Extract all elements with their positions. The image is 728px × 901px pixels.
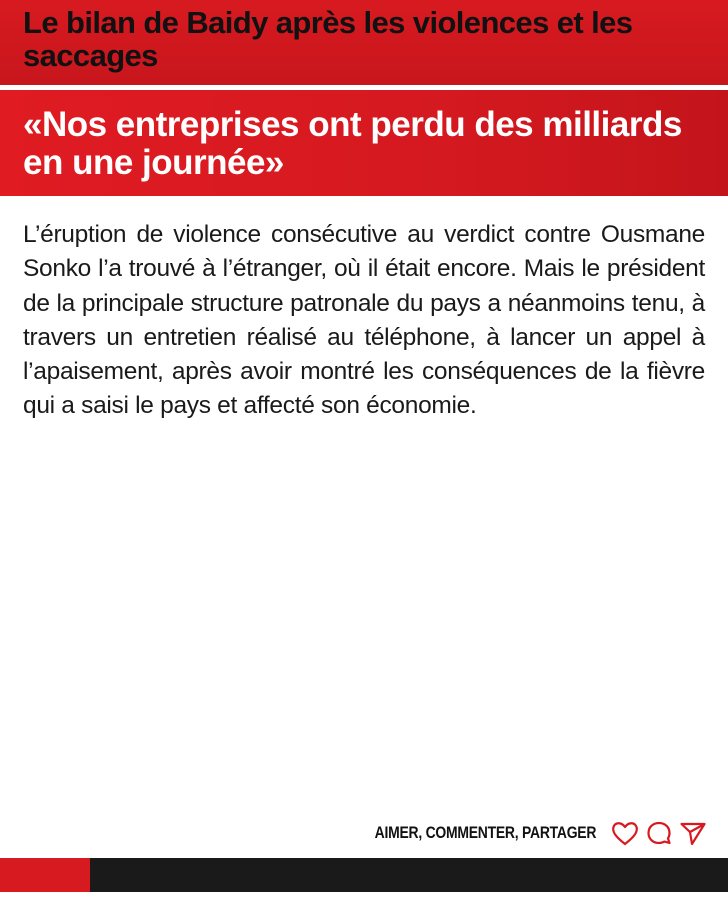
bottom-band-black xyxy=(90,858,728,892)
headline-banner xyxy=(0,90,728,196)
bottom-band xyxy=(0,858,728,892)
article-body: L’éruption de violence consécutive au verdict contre Ousmane Sonko l’a trouvé à l’étranger, où il était encore. Mais le président de la principale structure patronale du pays a néanmoins tenu, à travers un entretien réalisé au téléphone, à lancer un appel à l’apaisement, après avoir montré les conséquences de la fièvre qui a saisi le pays et affecté son économie. xyxy=(23,221,705,420)
headline-title: «Nos entreprises ont perdu des milliards en une journée» xyxy=(23,105,682,182)
kicker-banner xyxy=(0,0,728,85)
bottom-band-red xyxy=(0,858,90,892)
share-icon[interactable] xyxy=(678,818,708,848)
heart-icon[interactable] xyxy=(610,818,640,848)
kicker-title: Le bilan de Baidy après les violences et les saccages xyxy=(23,5,633,73)
social-actions xyxy=(326,816,708,850)
cta-label: AIMER, COMMENTER, PARTAGER xyxy=(374,823,596,842)
comment-icon[interactable] xyxy=(644,818,674,848)
